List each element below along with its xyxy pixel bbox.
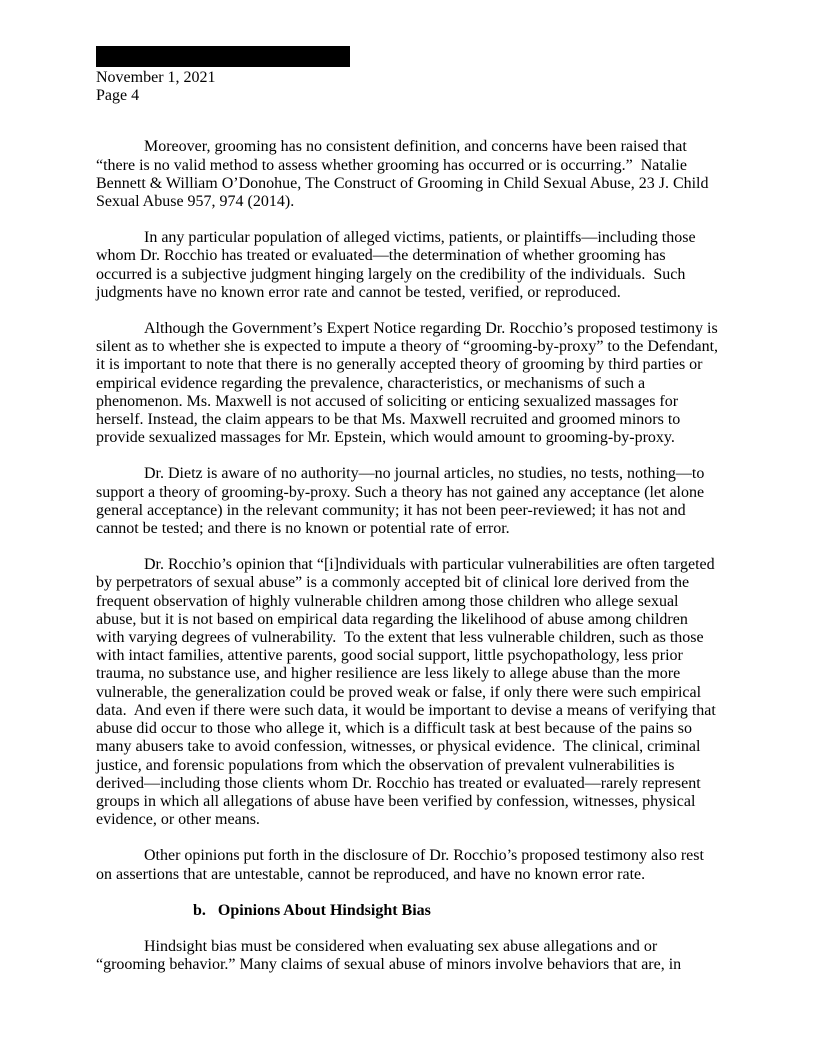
section-heading-label: b.	[193, 901, 206, 919]
section-heading-title: Opinions About Hindsight Bias	[217, 901, 431, 919]
redaction-bar	[96, 46, 350, 67]
letter-body	[96, 138, 723, 974]
paragraph: Other opinions put forth in the disclosure of Dr. Rocchio’s proposed testimony also rest on assertions that are untestable, cannot be reproduced, and have no known error rate.	[96, 847, 708, 883]
section-heading	[193, 902, 720, 920]
paragraph: Dr. Rocchio’s opinion that “[i]ndividuals with particular vulnerabilities are often targeted by perpetrators of sexual abuse” is a commonly accepted bit of clinical lore derived from the frequent observation of highly vulnerable children among those children who allege sexual abuse, but it is not based on empirical data regarding the likelihood of abuse among children with varying degrees of vulnerability. To the extent that less vulnerable children, such as those with intact families, attentive parents, good social support, little psychopathology, less prior trauma, no substance use, and higher resilience are less likely to allege abuse than the more vulnerable, the generalization could be proved weak or false, if only there were such empirical data. And even if there were such data, it would be important to devise a means of verifying that abuse did occur to those who allege it, which is a difficult task at best because of the pains so many abusers take to avoid confession, witnesses, or physical evidence. The clinical, criminal justice, and forensic populations from which the observation of prevalent vulnerabilities is derived—including those clients whom Dr. Rocchio has treated or evaluated—rarely represent groups in which all allegations of abuse have been verified by confession, witnesses, physical evidence, or other means.	[96, 556, 720, 829]
paragraph: Moreover, grooming has no consistent definition, and concerns have been raised that “there is no valid method to assess whether grooming has occurred or is occurring.” Natalie Bennett & William O’Donohue, The Construct of Grooming in Child Sexual Abuse, 23 J. Child Sexual Abuse 957, 974 (2014).	[96, 138, 713, 211]
paragraph: Hindsight bias must be considered when evaluating sex abuse allegations and or “grooming behavior.” Many claims of sexual abuse of minors involve behaviors that are, in	[96, 937, 682, 974]
paragraph: Although the Government’s Expert Notice regarding Dr. Rocchio’s proposed testimony is silent as to whether she is expected to impute a theory of “grooming-by-proxy” to the Defendant, it is important to note that there is no generally accepted theory of grooming by third parties or empirical evidence regarding the prevalence, characteristics, or mechanisms of such a phenomenon. Ms. Maxwell is not accused of soliciting or enticing sexualized massages for herself. Instead, the claim appears to be that Ms. Maxwell recruited and groomed minors to provide sexualized massages for Mr. Epstein, which would amount to grooming-by-proxy.	[96, 320, 723, 447]
paragraph: Dr. Dietz is aware of no authority—no journal articles, no studies, no tests, nothing—to support a theory of grooming-by-proxy. Such a theory has not gained any acceptance (let alone general acceptance) in the relevant community; it has not been peer-reviewed; it has not and cannot be tested; and there is no known or potential rate of error.	[96, 465, 709, 538]
page-number-label: Page 4	[96, 87, 140, 105]
paragraph: In any particular population of alleged victims, patients, or plaintiffs—including those whom Dr. Rocchio has treated or evaluated—the determination of whether grooming has occurred is a subjective judgment hinging largely on the credibility of the individuals. Such judgments have no known error rate and cannot be tested, verified, or reproduced.	[96, 229, 700, 301]
letter-date: November 1, 2021	[96, 69, 216, 86]
